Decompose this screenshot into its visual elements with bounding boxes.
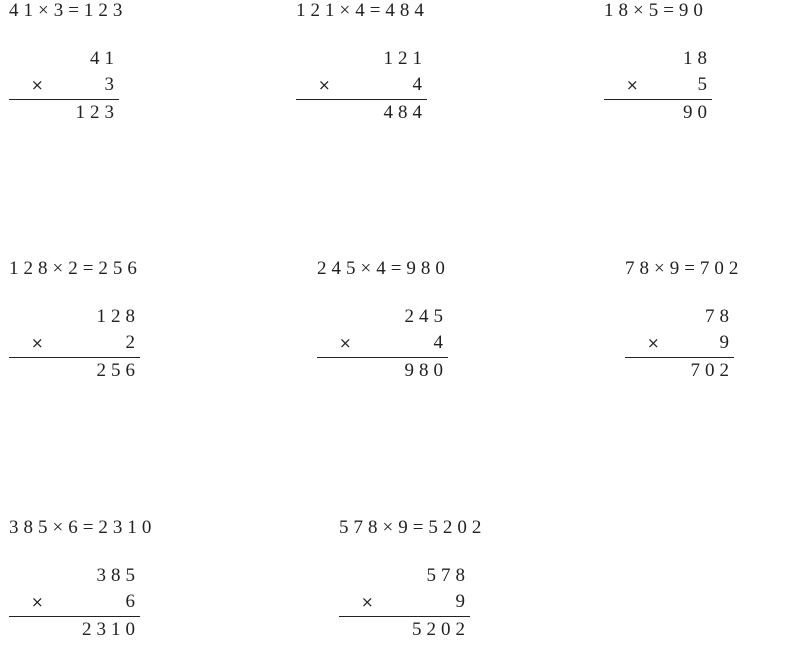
multiplier: 2	[125, 332, 140, 353]
multiplier: 9	[719, 332, 734, 353]
equation-text: 128×2=256	[9, 258, 142, 279]
product: 90	[683, 102, 712, 123]
vertical-multiplication	[9, 306, 140, 381]
times-sign: ×	[31, 593, 49, 611]
multiplier: 6	[125, 591, 140, 612]
multiplier: 3	[104, 74, 119, 95]
product-rule	[625, 357, 734, 358]
equation-text: 18×5=90	[604, 0, 708, 21]
multiplicand: 18	[683, 48, 712, 69]
times-sign: ×	[626, 76, 644, 94]
times-sign: ×	[31, 76, 49, 94]
times-sign: ×	[318, 76, 336, 94]
product: 2310	[82, 619, 140, 640]
multiplier: 4	[433, 332, 448, 353]
vertical-multiplication	[9, 565, 140, 640]
multiplicand: 121	[383, 48, 427, 69]
times-sign: ×	[31, 334, 49, 352]
product-rule	[9, 616, 140, 617]
multiplicand: 128	[96, 306, 140, 327]
multiplicand: 578	[426, 565, 470, 586]
product-rule	[317, 357, 448, 358]
vertical-multiplication	[317, 306, 448, 381]
product: 5202	[412, 619, 470, 640]
equation-text: 245×4=980	[317, 258, 450, 279]
multiplicand: 245	[404, 306, 448, 327]
product-rule	[604, 99, 712, 100]
product: 123	[75, 102, 119, 123]
vertical-multiplication	[339, 565, 470, 640]
multiplicand: 385	[96, 565, 140, 586]
product: 256	[96, 360, 140, 381]
product: 980	[404, 360, 448, 381]
times-sign: ×	[361, 593, 379, 611]
equation-text: 385×6=2310	[9, 517, 157, 538]
multiplicand: 41	[90, 48, 119, 69]
product-rule	[9, 99, 119, 100]
product-rule	[9, 357, 140, 358]
equation-text: 41×3=123	[9, 0, 128, 21]
product: 702	[690, 360, 734, 381]
equation-text: 121×4=484	[296, 0, 429, 21]
equation-text: 578×9=5202	[339, 517, 487, 538]
times-sign: ×	[339, 334, 357, 352]
times-sign: ×	[647, 334, 665, 352]
product: 484	[383, 102, 427, 123]
multiplicand: 78	[705, 306, 734, 327]
multiplier: 4	[412, 74, 427, 95]
product-rule	[339, 616, 470, 617]
product-rule	[296, 99, 427, 100]
vertical-multiplication	[625, 306, 734, 381]
vertical-multiplication	[296, 48, 427, 123]
multiplier: 9	[455, 591, 470, 612]
equation-text: 78×9=702	[625, 258, 744, 279]
vertical-multiplication	[9, 48, 119, 123]
multiplier: 5	[697, 74, 712, 95]
vertical-multiplication	[604, 48, 712, 123]
